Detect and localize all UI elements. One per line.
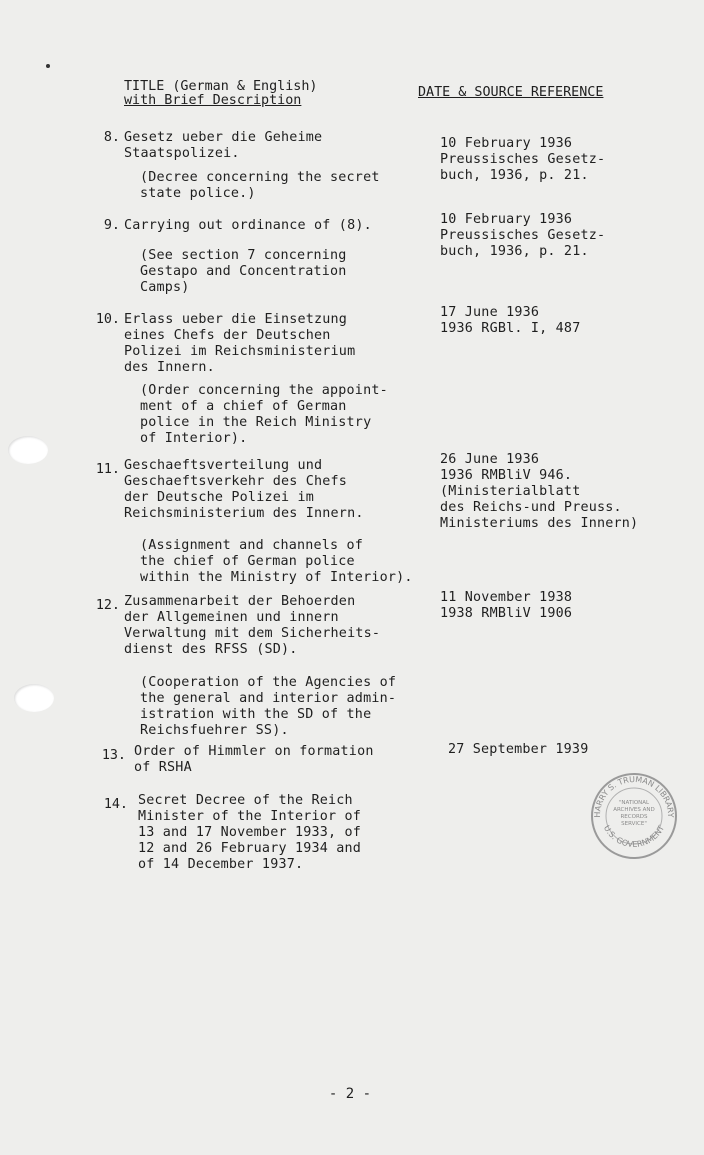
punch-hole-upper: [8, 436, 48, 464]
page-number: - 2 -: [328, 1086, 372, 1102]
item-description: (Cooperation of the Agencies of the general and interior admin- istration with the SD of the Reichsfuehrer SS).: [140, 675, 397, 738]
item-title: Geschaeftsverteilung und Geschaeftsverkehr des Chefs der Deutsche Polizei im Reichsministerium des Innern.: [124, 458, 364, 521]
item-source: 27 September 1939: [448, 742, 589, 757]
stamp-ring-bottom: U.S. GOVERNMENT: [601, 823, 667, 850]
item-title: Order of Himmler on formation of RSHA: [134, 744, 374, 775]
item-source: 10 February 1936 Preussisches Gesetz- buch, 1936, p. 21.: [440, 136, 606, 183]
stamp-center-text: "NATIONAL ARCHIVES AND RECORDS SERVICE": [613, 800, 655, 827]
item-title: Carrying out ordinance of (8).: [124, 218, 372, 233]
item-description: (Assignment and channels of the chief of German police within the Ministry of Interior).: [140, 538, 413, 585]
item-number: 13.: [101, 748, 126, 763]
item-title: Erlass ueber die Einsetzung eines Chefs der Deutschen Polizei im Reichsministerium des Innern.: [124, 312, 356, 375]
item-description: (Order concerning the appoint- ment of a chief of German police in the Reich Ministry of Interior).: [140, 383, 388, 446]
item-source: 10 February 1936 Preussisches Gesetz- buch, 1936, p. 21.: [440, 212, 606, 259]
item-description: (Decree concerning the secret state police.): [140, 170, 380, 201]
stamp-ring-top: HARRY S. TRUMAN LIBRARY: [592, 774, 676, 818]
item-source: 26 June 1936 1936 RMBliV 946. (Ministerialblatt des Reichs-und Preuss. Ministeriums des Innern): [440, 452, 639, 531]
item-number: 12.: [95, 598, 120, 613]
item-title: Secret Decree of the Reich Minister of the Interior of 13 and 17 November 1933, of 12 and 26 February 1934 and of 14 December 1937.: [138, 793, 362, 872]
item-number: 11.: [95, 462, 120, 477]
item-source: 17 June 1936 1936 RGBl. I, 487: [440, 305, 581, 336]
header-date-source: DATE & SOURCE REFERENCE: [418, 85, 604, 100]
item-number: 14.: [103, 797, 128, 812]
item-source: 11 November 1938 1938 RMBliV 1906: [440, 590, 573, 621]
item-title: Zusammenarbeit der Behoerden der Allgemeinen und innern Verwaltung mit dem Sicherheits- dienst des RFSS (SD).: [124, 594, 381, 657]
item-title: Gesetz ueber die Geheime Staatspolizei.: [124, 130, 323, 161]
item-number: 9.: [103, 218, 120, 233]
header-title-line2: with Brief Description: [124, 93, 302, 108]
item-number: 10.: [95, 312, 120, 327]
punch-hole-lower: [14, 684, 54, 712]
archive-stamp: [590, 772, 678, 860]
speck-mark: [46, 64, 50, 68]
item-number: 8.: [103, 130, 120, 145]
header-title-line1: TITLE (German & English): [124, 79, 318, 94]
item-description: (See section 7 concerning Gestapo and Concentration Camps): [140, 248, 347, 295]
